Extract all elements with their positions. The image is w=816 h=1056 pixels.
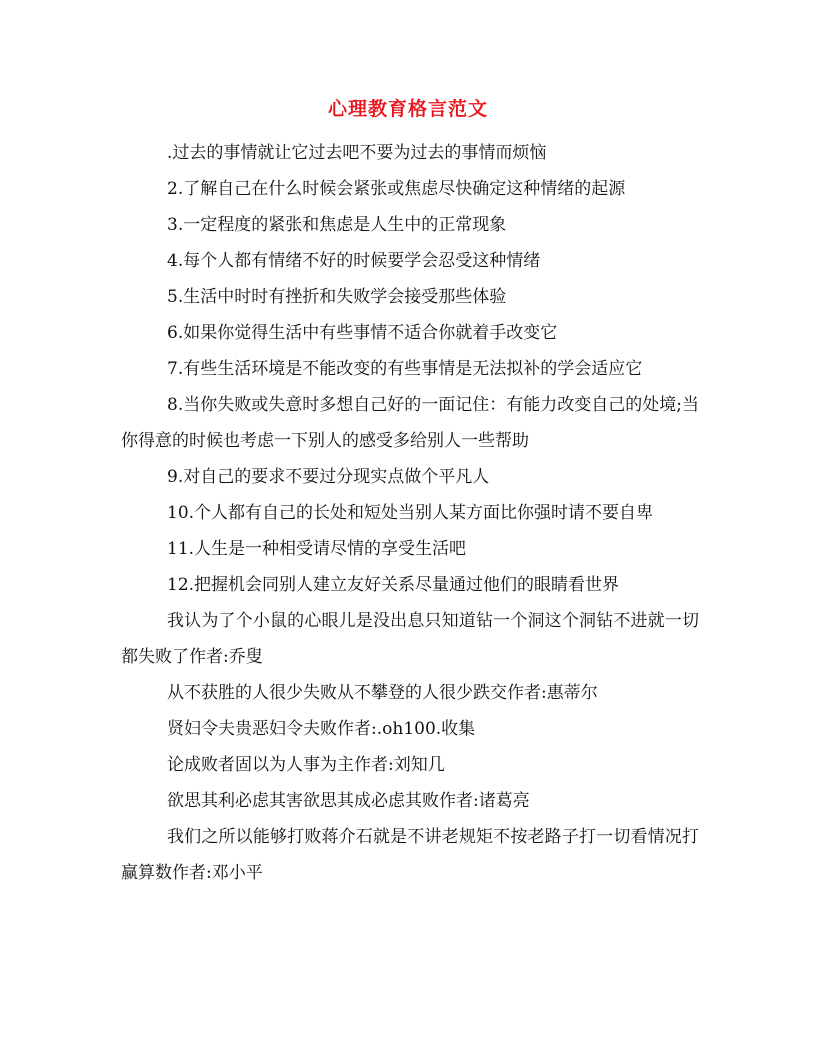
paragraph-16: 论成败者固以为人事为主作者:刘知几	[167, 755, 445, 775]
paragraph-2: 2.了解自己在什么时候会紧张或焦虑尽快确定这种情绪的起源	[167, 179, 626, 199]
paragraph-3: 3.一定程度的紧张和焦虑是人生中的正常现象	[167, 215, 507, 235]
document-title: 心理教育格言范文	[327, 98, 488, 120]
paragraph-10: 10.个人都有自己的长处和短处当别人某方面比你强时请不要自卑	[167, 503, 654, 523]
paragraph-9: 9.对自己的要求不要过分现实点做个平凡人	[167, 467, 490, 487]
paragraph-1: .过去的事情就让它过去吧不要为过去的事情而烦恼	[167, 143, 547, 163]
paragraph-7: 7.有些生活环境是不能改变的有些事情是无法拟补的学会适应它	[167, 359, 643, 379]
paragraph-15: 贤妇令夫贵恶妇令夫败作者:.oh100.收集	[167, 719, 476, 739]
paragraph-11: 11.人生是一种相受请尽情的享受生活吧	[167, 539, 467, 559]
paragraph-18: 我们之所以能够打败蒋介石就是不讲老规矩不按老路子打一切看情况打赢算数作者:邓小平	[121, 827, 699, 883]
paragraph-8: 8.当你失败或失意时多想自己好的一面记住：有能力改变自己的处境;当你得意的时候也考虑一下别人的感受多给别人一些帮助	[121, 395, 699, 451]
paragraph-14: 从不获胜的人很少失败从不攀登的人很少跌交作者:惠蒂尔	[167, 683, 598, 703]
paragraph-12: 12.把握机会同别人建立友好关系尽量通过他们的眼睛看世界	[167, 575, 620, 595]
paragraph-13: 我认为了个小鼠的心眼儿是没出息只知道钻一个洞这个洞钻不进就一切都失败了作者:乔叟	[121, 611, 699, 667]
paragraph-4: 4.每个人都有情绪不好的时候要学会忍受这种情绪	[167, 251, 541, 271]
paragraph-17: 欲思其利必虑其害欲思其成必虑其败作者:诸葛亮	[167, 791, 530, 811]
paragraph-6: 6.如果你觉得生活中有些事情不适合你就着手改变它	[167, 323, 558, 343]
paragraph-5: 5.生活中时时有挫折和失败学会接受那些体验	[167, 287, 507, 307]
document-body	[121, 135, 699, 891]
